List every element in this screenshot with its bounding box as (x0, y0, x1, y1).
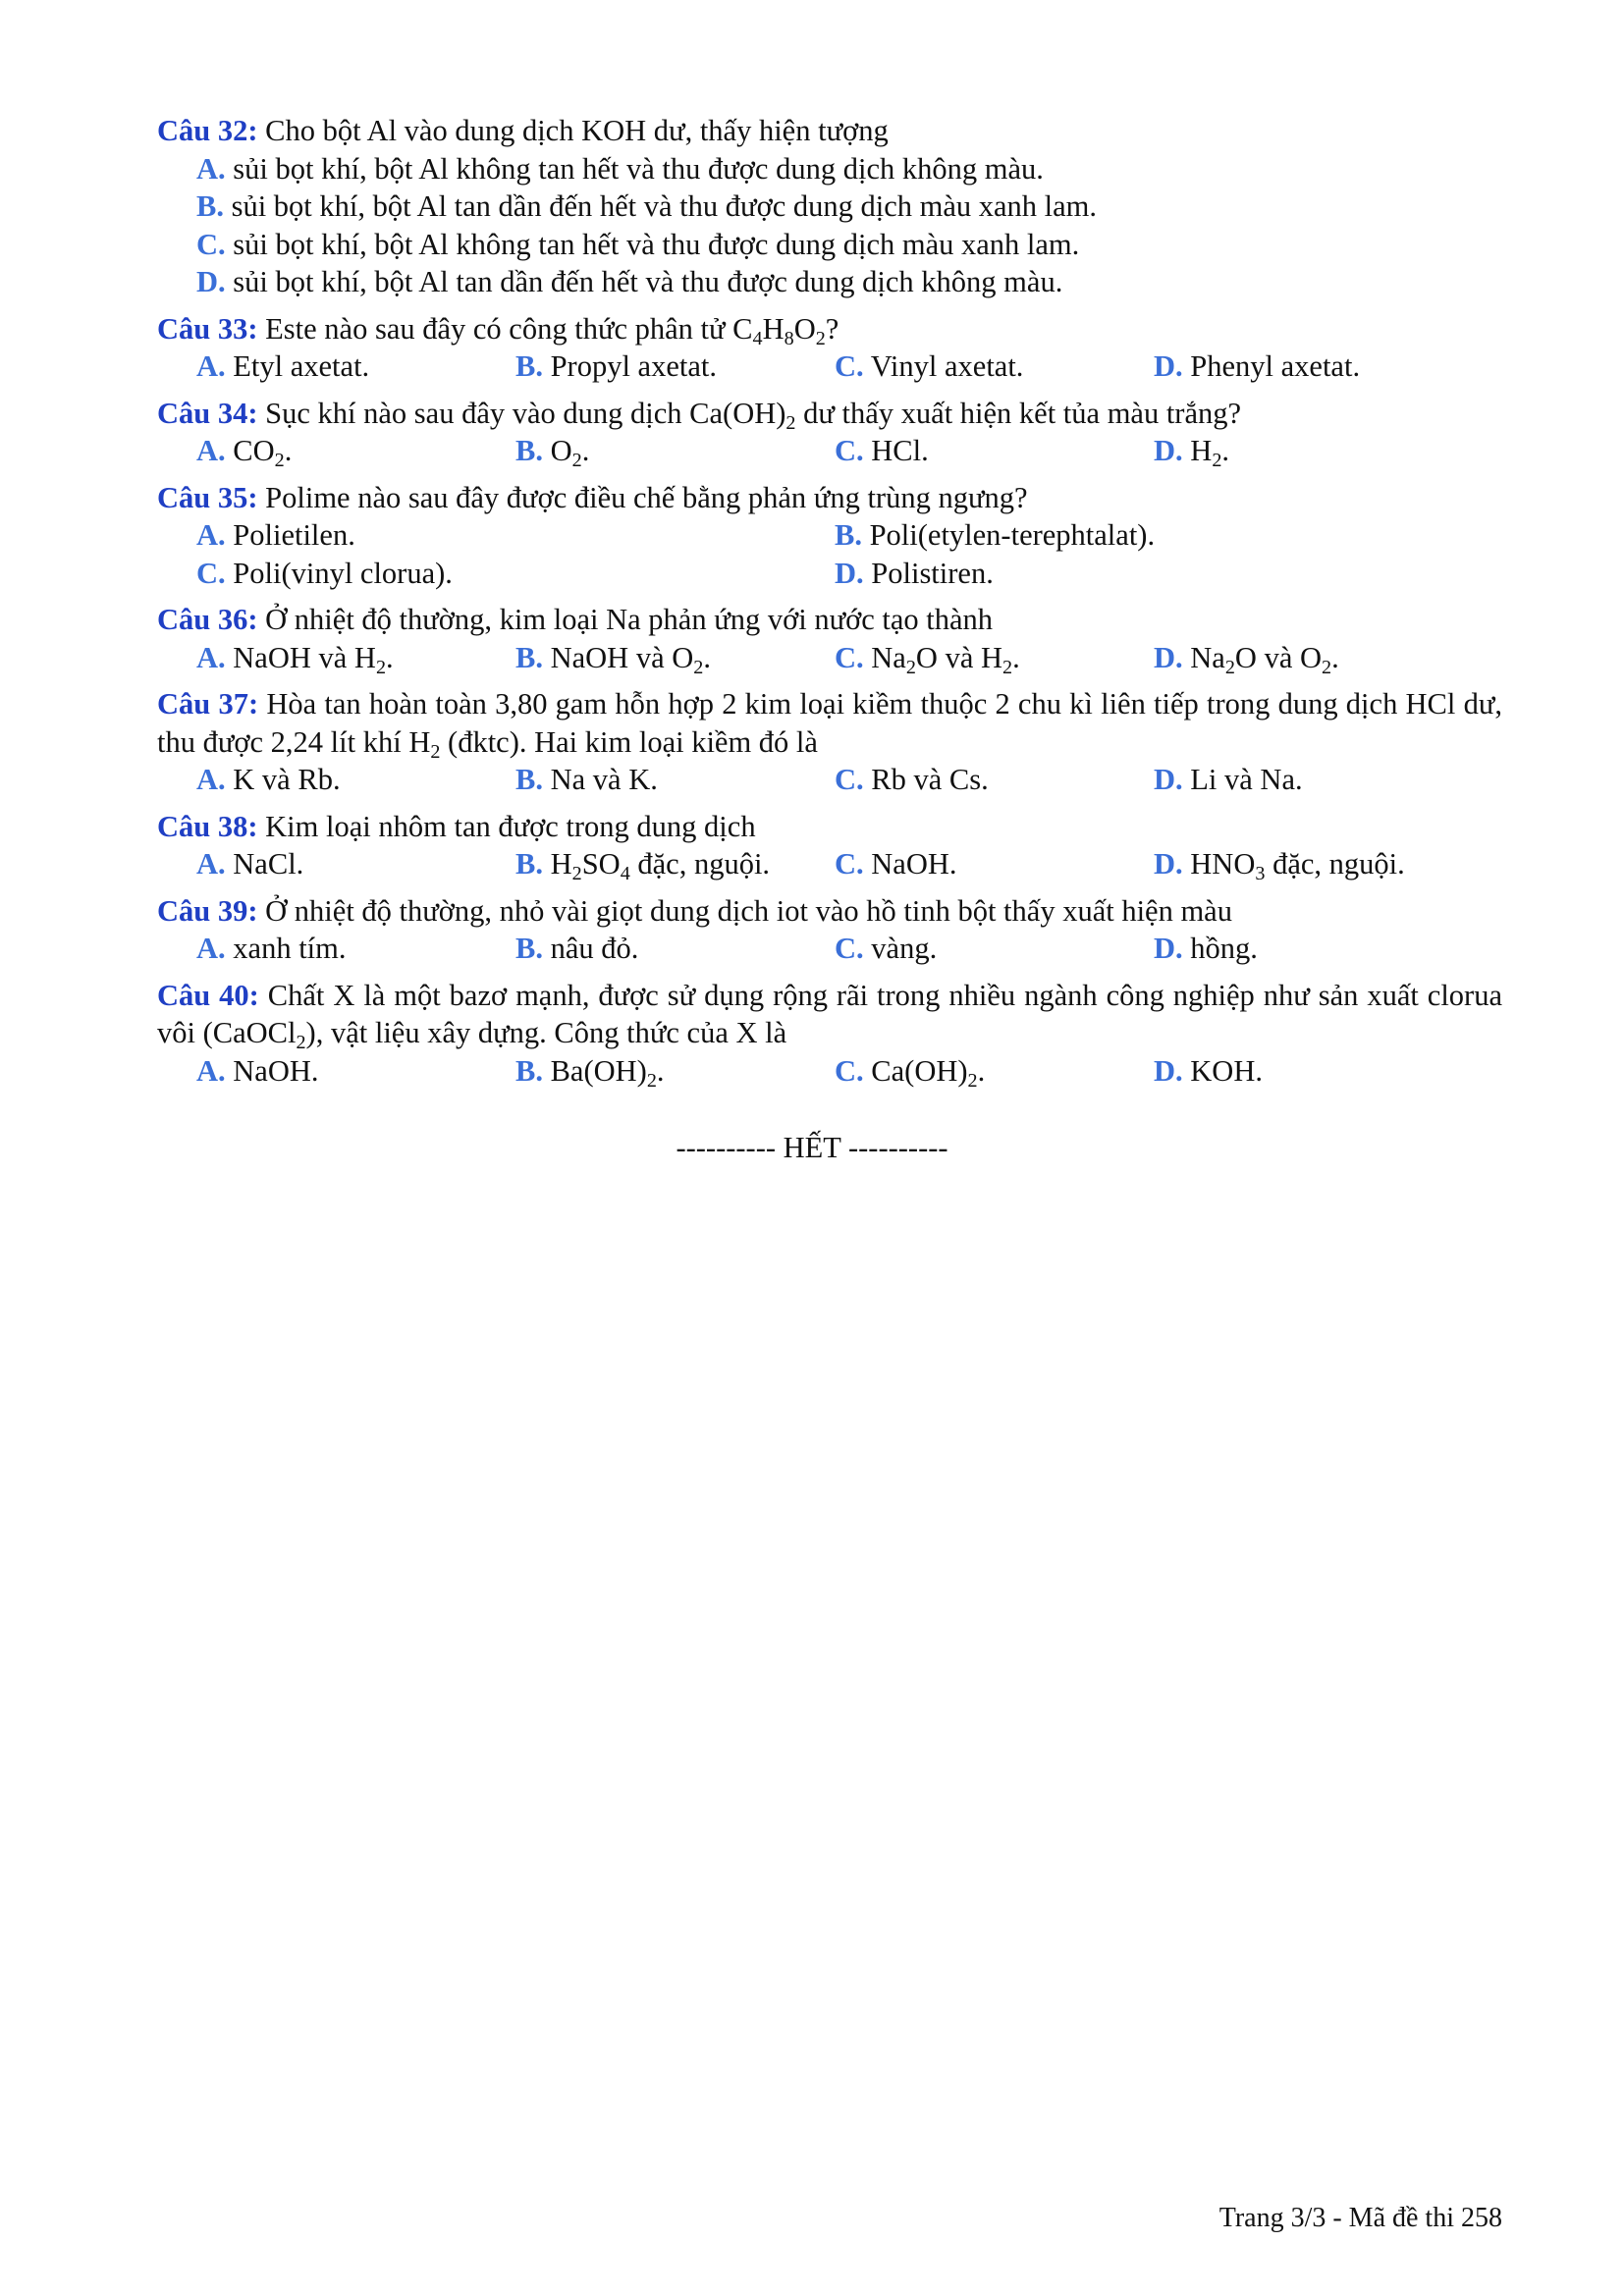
option-c: C. $Na_2O$ và $H_2$. (835, 640, 1020, 678)
question-number: Câu 37: (157, 687, 259, 721)
option-a: A. Polietilen. (196, 518, 355, 552)
option-b: B. $H_2SO_4$ đặc, nguội. (515, 847, 771, 885)
options (196, 432, 1502, 470)
options (196, 150, 1502, 301)
question-35 (157, 479, 1502, 593)
option-d: D. $HNO_3$ đặc, nguội. (1154, 847, 1405, 885)
options (196, 347, 1502, 386)
options (196, 639, 1502, 677)
question-36 (157, 601, 1502, 676)
option-a: A. NaOH. (196, 1053, 319, 1088)
option-d: D. hồng. (1154, 932, 1258, 965)
end-marker: ---------- HẾT ---------- (676, 1131, 948, 1164)
option-c: C. Vinyl axetat. (835, 349, 1024, 383)
option-b: B. Propyl axetat. (515, 349, 717, 383)
option-c: C. vàng. (835, 932, 938, 965)
option-d: D. Phenyl axetat. (1154, 349, 1361, 383)
question-text: Cho bột Al vào dung dịch KOH dư, thấy hiện tượng (265, 114, 889, 147)
option-c: C. $Ca(OH)_2$. (835, 1053, 986, 1092)
option-b: B. Poli(etylen-terephtalat). (835, 518, 1156, 552)
question-number: Câu 39: (157, 893, 258, 928)
question-text: Polime nào sau đây được điều chế bằng phản ứng trùng ngưng? (265, 480, 1028, 514)
question-number: Câu 40: (157, 978, 259, 1012)
option-a: A. xanh tím. (196, 932, 347, 965)
option-a: A. NaCl. (196, 847, 304, 881)
option-d: D. Polistiren. (835, 556, 994, 590)
option-d: D. Li và Na. (1154, 763, 1303, 796)
option-a: A. $CO_2$. (196, 434, 293, 472)
question-text: Kim loại nhôm tan được trong dung dịch (265, 809, 756, 843)
option-d: D. KOH. (1154, 1053, 1263, 1088)
option-b: B. $Ba(OH)_2$. (515, 1053, 665, 1092)
options (196, 761, 1502, 799)
question-number: Câu 32: (157, 114, 258, 147)
question-text: Ở nhiệt độ thường, nhỏ vài giọt dung dịch iot vào hồ tinh bột thấy xuất hiện màu (265, 893, 1232, 928)
question-number: Câu 34: (157, 396, 258, 430)
option-c: C. sủi bọt khí, bột Al không tan hết và thu được dung dịch màu xanh lam. (196, 227, 1080, 261)
page-footer: Trang 3/3 - Mã đề thi 258 (1218, 2203, 1502, 2233)
option-b: B. sủi bọt khí, bột Al tan dần đến hết và thu được dung dịch màu xanh lam. (196, 189, 1098, 223)
question-text: Hòa tan hoàn toàn 3,80 gam hỗn hợp 2 kim loại kiềm thuộc 2 chu kì liên tiếp trong dung dịch HCl dư, thu được 2,24 lít khí $H_2$ (đktc). Hai kim loại kiềm đó là (157, 687, 1502, 763)
question-33 (157, 310, 1502, 386)
option-c: C. Poli(vinyl clorua). (196, 556, 453, 590)
option-c: C. HCl. (835, 434, 929, 467)
question-34 (157, 395, 1502, 470)
question-40 (157, 977, 1502, 1091)
question-number: Câu 36: (157, 603, 258, 636)
option-a: A. K và Rb. (196, 763, 341, 796)
option-d: D. sủi bọt khí, bột Al tan dần đến hết và thu được dung dịch không màu. (196, 265, 1063, 298)
question-number: Câu 35: (157, 480, 258, 514)
question-39 (157, 892, 1502, 968)
question-37 (157, 685, 1502, 799)
options (196, 930, 1502, 968)
question-number: Câu 33: (157, 311, 258, 346)
option-b: B. $O_2$. (515, 434, 590, 472)
question-text: Chất X là một bazơ mạnh, được sử dụng rộng rãi trong nhiều ngành công nghiệp như sản xuất clorua vôi (CaOCl$_2$), vật liệu xây dựng. Công thức của X là (157, 978, 1502, 1054)
option-d: D. $H_2$. (1154, 434, 1229, 472)
question-text: Sục khí nào sau đây vào dung dịch $Ca(OH)_2$ dư thấy xuất hiện kết tủa màu trắng? (265, 396, 1242, 434)
exam-content (157, 112, 1502, 1090)
question-38 (157, 808, 1502, 883)
options (196, 1052, 1502, 1091)
option-b: B. NaOH và $O_2$. (515, 640, 711, 678)
option-c: C. Rb và Cs. (835, 763, 989, 796)
option-a: A. sủi bọt khí, bột Al không tan hết và thu được dung dịch không màu. (196, 151, 1044, 186)
question-number: Câu 38: (157, 809, 258, 843)
option-d: D. $Na_2O$ và $O_2$. (1154, 640, 1339, 678)
options (196, 845, 1502, 883)
option-c: C. NaOH. (835, 847, 957, 881)
options (196, 516, 1502, 592)
option-b: B. nâu đỏ. (515, 932, 639, 965)
question-text: Este nào sau đây có công thức phân tử $C_4H_8O_2$? (265, 311, 839, 349)
option-b: B. Na và K. (515, 763, 658, 796)
option-a: A. Etyl axetat. (196, 349, 370, 383)
option-a: A. NaOH và $H_2$. (196, 640, 394, 678)
question-32 (157, 112, 1502, 301)
question-text: Ở nhiệt độ thường, kim loại Na phản ứng với nước tạo thành (265, 603, 994, 636)
